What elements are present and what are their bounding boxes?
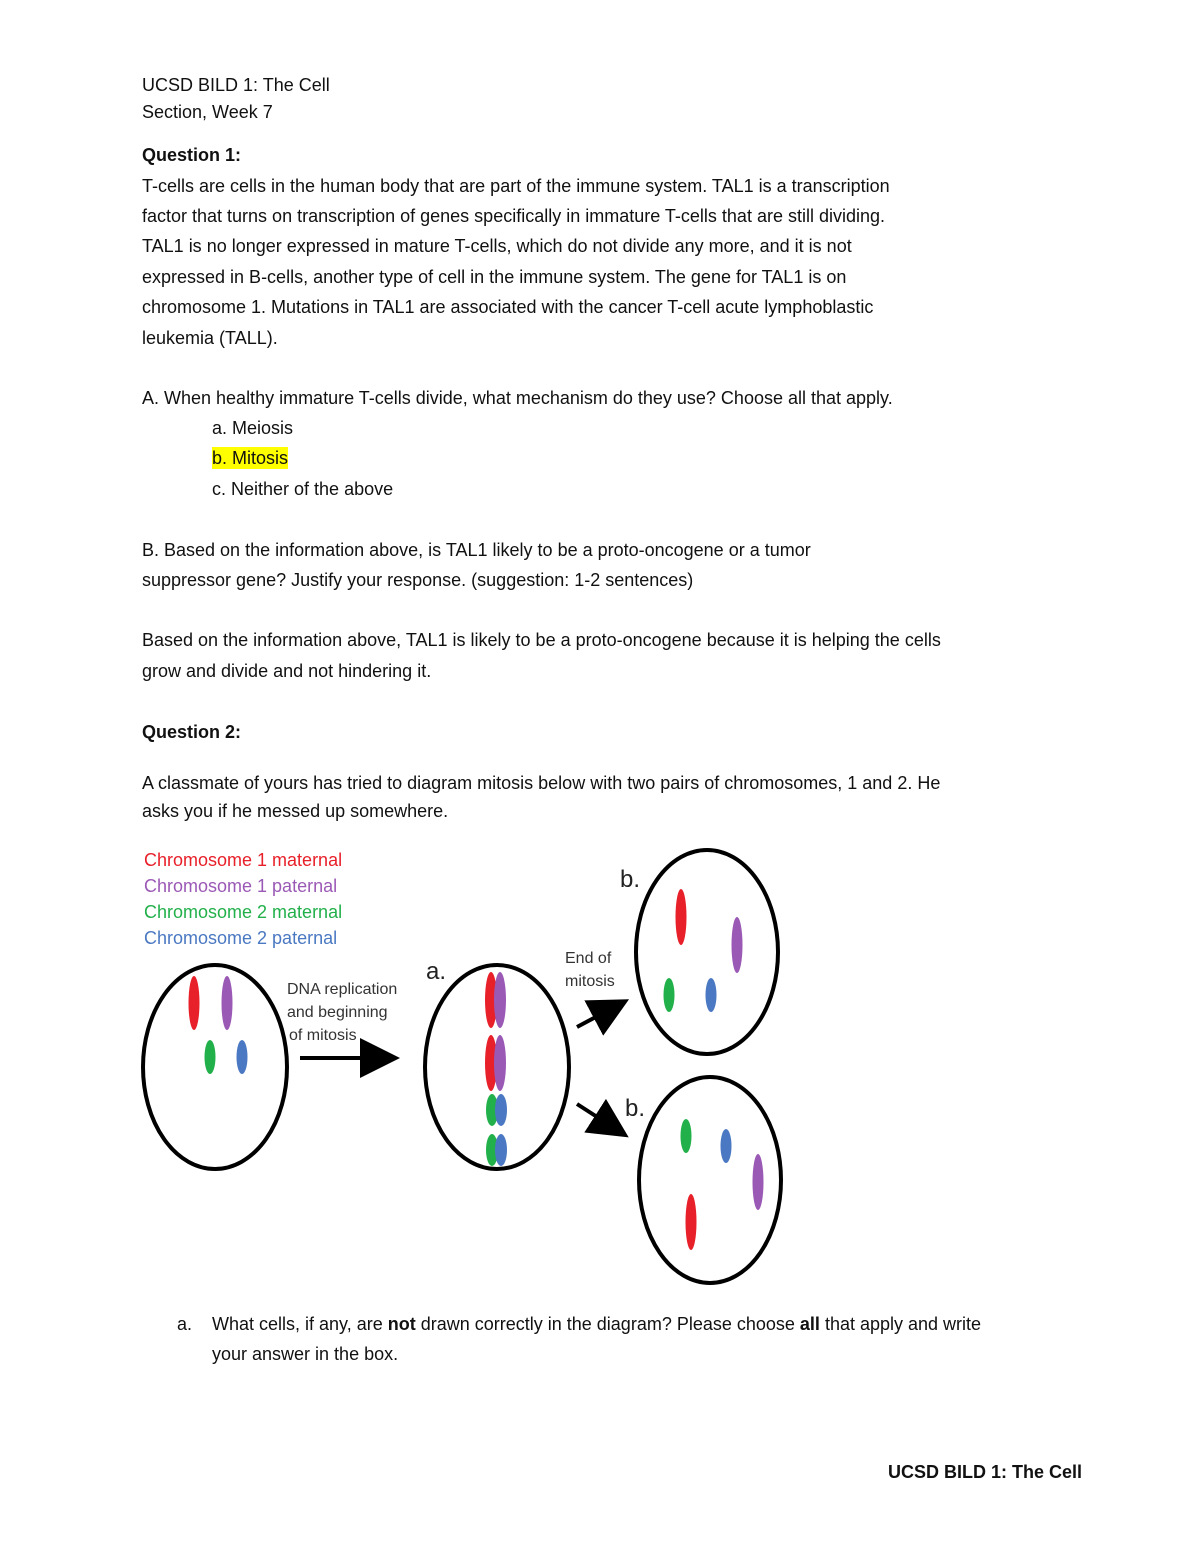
cell-b-top-label: b. <box>620 866 641 893</box>
arrow-label-end-of-mitosis: End of <box>565 950 612 967</box>
q1-paragraph-line: chromosome 1. Mutations in TAL1 are associated with the cancer T-cell acute lymphoblastic <box>142 297 874 317</box>
q1-paragraph-line: expressed in B-cells, another type of cell in the immune system. The gene for TAL1 is on <box>142 267 847 287</box>
chromosome-1-maternal <box>189 976 200 1030</box>
subquestion-text-part: What cells, if any, are <box>212 1314 388 1334</box>
q1-paragraph-line: factor that turns on transcription of genes specifically in immature T-cells that are still dividing. <box>142 206 886 226</box>
arrow-label-end-of-mitosis: mitosis <box>565 973 615 990</box>
course-title: UCSD BILD 1: The Cell <box>142 75 330 95</box>
chromosome-1-paternal <box>753 1154 764 1210</box>
chromosome-2-paternal <box>495 1094 507 1126</box>
chromosome-2-maternal <box>664 978 675 1012</box>
chromosome-2-paternal <box>706 978 717 1012</box>
subquestion-text-line2: your answer in the box. <box>212 1344 399 1364</box>
q1-part-b-answer: grow and divide and not hindering it. <box>142 661 432 681</box>
chromosome-2-maternal <box>681 1119 692 1153</box>
option-mitosis-highlighted: b. Mitosis <box>212 448 289 468</box>
cell-a-label: a. <box>426 958 447 985</box>
q1-part-a-question: A. When healthy immature T-cells divide, what mechanism do they use? Choose all that apply. <box>142 388 893 408</box>
legend-chromosome-1-maternal: Chromosome 1 maternal <box>144 850 343 870</box>
question-1-title: Question 1: <box>142 145 242 165</box>
chromosome-1-maternal <box>686 1194 697 1250</box>
chromosome-1-paternal <box>494 1035 506 1091</box>
section-week: Section, Week 7 <box>142 102 273 122</box>
cell-b-bottom-label: b. <box>625 1095 646 1122</box>
arrow-to-bottom-b <box>577 1104 622 1133</box>
subquestion-text-part: drawn correctly in the diagram? Please choose <box>415 1314 800 1334</box>
q1-paragraph-line: T-cells are cells in the human body that are part of the immune system. TAL1 is a transcription <box>142 176 890 196</box>
q2-intro-line: A classmate of yours has tried to diagram mitosis below with two pairs of chromosomes, 1 and 2. He <box>142 773 941 793</box>
q1-part-b-question: suppressor gene? Justify your response. (suggestion: 1-2 sentences) <box>142 570 694 590</box>
arrow-label-dna-replication: DNA replication <box>287 981 398 998</box>
parent-cell <box>143 965 287 1169</box>
chromosome-2-maternal <box>205 1040 216 1074</box>
legend-chromosome-1-paternal: Chromosome 1 paternal <box>144 876 338 896</box>
q1-part-b-answer: Based on the information above, TAL1 is likely to be a proto-oncogene because it is helping the cells <box>142 630 941 650</box>
q1-paragraph-line: leukemia (TALL). <box>142 328 278 348</box>
chromosome-2-paternal <box>721 1129 732 1163</box>
chromosome-1-maternal <box>676 889 687 945</box>
cell-b-top <box>636 850 778 1054</box>
option-meiosis: a. Meiosis <box>212 418 294 438</box>
arrow-label-dna-replication: and beginning <box>287 1004 388 1021</box>
legend-chromosome-2-paternal: Chromosome 2 paternal <box>144 928 338 948</box>
question-2-title: Question 2: <box>142 722 242 742</box>
chromosome-1-paternal <box>222 976 233 1030</box>
q1-paragraph-line: TAL1 is no longer expressed in mature T-cells, which do not divide any more, and it is not <box>142 236 852 256</box>
arrow-label-dna-replication: of mitosis <box>289 1027 357 1044</box>
subquestion-text <box>212 1313 981 1335</box>
q1-part-b-question: B. Based on the information above, is TAL1 likely to be a proto-oncogene or a tumor <box>142 540 811 560</box>
chromosome-2-paternal <box>495 1134 507 1166</box>
footer-course: UCSD BILD 1: The Cell <box>888 1462 1083 1482</box>
arrow-to-top-b <box>577 1003 622 1027</box>
subquestion-text-part: that apply and write <box>819 1314 982 1334</box>
chromosome-2-paternal <box>237 1040 248 1074</box>
legend-chromosome-2-maternal: Chromosome 2 maternal <box>144 902 343 922</box>
chromosome-1-paternal <box>732 917 743 973</box>
chromosome-1-paternal <box>494 972 506 1028</box>
emphasis-all: all <box>799 1314 820 1334</box>
option-neither: c. Neither of the above <box>212 479 394 499</box>
emphasis-not: not <box>387 1314 416 1334</box>
q2-intro-line: asks you if he messed up somewhere. <box>142 801 449 821</box>
subquestion-marker: a. <box>177 1314 193 1334</box>
